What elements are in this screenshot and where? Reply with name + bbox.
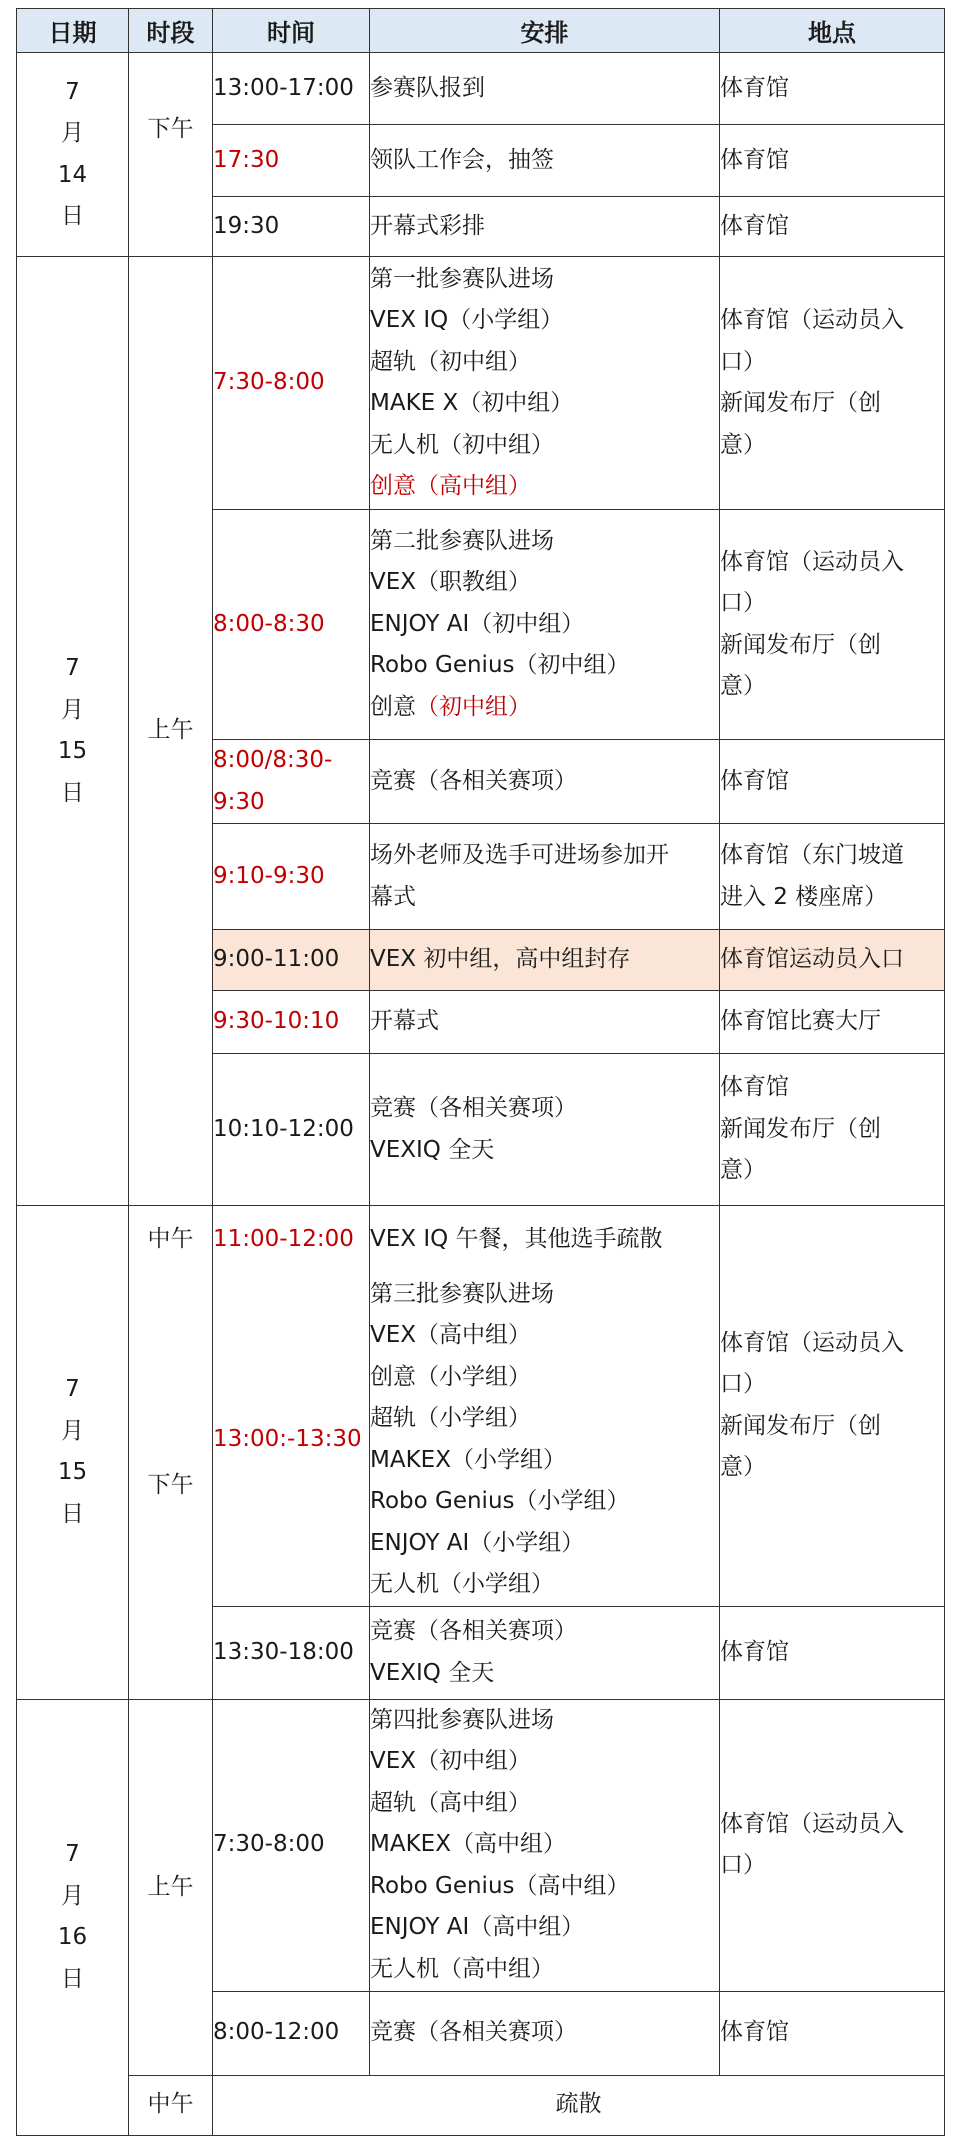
time-cell: 19:30 <box>213 197 370 257</box>
location-cell: 体育馆比赛大厅 <box>720 991 945 1054</box>
activity-cell: 竞赛（各相关赛项） <box>370 740 720 824</box>
activity-cell: 竞赛（各相关赛项） <box>370 1991 720 2075</box>
date-cell-day2-afternoon: 7 月 15 日 <box>17 1206 129 1700</box>
activity-cell: 开幕式彩排 <box>370 197 720 257</box>
segment-cell: 上午 <box>129 1699 213 2075</box>
date-cell-day2: 7 月 15 日 <box>17 257 129 1206</box>
time-cell: 17:30 <box>213 125 370 197</box>
date-cell-day1: 7 月 14 日 <box>17 53 129 257</box>
activity-cell: VEX IQ 午餐，其他选手疏散 <box>370 1206 720 1274</box>
location-cell: 体育馆 <box>720 1991 945 2075</box>
activity-cell: 参赛队报到 <box>370 53 720 125</box>
segment-cell: 中午 <box>129 2075 213 2135</box>
header-location: 地点 <box>720 9 945 53</box>
header-time: 时间 <box>213 9 370 53</box>
time-cell: 8:00/8:30- 9:30 <box>213 740 370 824</box>
activity-cell: 领队工作会，抽签 <box>370 125 720 197</box>
activity-cell: 第四批参赛队进场 VEX（初中组） 超轨（高中组） MAKEX（高中组） Robo Genius（高中组） ENJOY AI（高中组） 无人机（高中组） <box>370 1699 720 1991</box>
table-header-row <box>17 9 945 53</box>
location-cell: 体育馆（运动员入 口） 新闻发布厅（创 意） <box>720 1206 945 1607</box>
location-cell: 体育馆 <box>720 197 945 257</box>
location-cell: 体育馆（东门坡道 进入 2 楼座席） <box>720 824 945 930</box>
activity-cell: VEX 初中组，高中组封存 <box>370 930 720 991</box>
time-cell: 13:00:-13:30 <box>213 1274 370 1607</box>
activity-cell-merged: 疏散 <box>213 2075 945 2135</box>
segment-cell: 下午 <box>129 1274 213 1700</box>
header-arrangement: 安排 <box>370 9 720 53</box>
date-cell-day3: 7 月 16 日 <box>17 1699 129 2135</box>
segment-cell: 下午 <box>129 53 213 257</box>
activity-cell: 竞赛（各相关赛项） VEXIQ 全天 <box>370 1606 720 1699</box>
time-cell: 8:00-8:30 <box>213 510 370 740</box>
time-cell: 13:30-18:00 <box>213 1606 370 1699</box>
time-cell: 9:30-10:10 <box>213 991 370 1054</box>
header-date: 日期 <box>17 9 129 53</box>
time-cell: 13:00-17:00 <box>213 53 370 125</box>
location-cell: 体育馆 <box>720 740 945 824</box>
activity-cell: 场外老师及选手可进场参加开 幕式 <box>370 824 720 930</box>
time-cell: 8:00-12:00 <box>213 1991 370 2075</box>
header-segment: 时段 <box>129 9 213 53</box>
time-cell: 7:30-8:00 <box>213 1699 370 1991</box>
table-row <box>17 53 945 125</box>
location-cell: 体育馆（运动员入 口） <box>720 1699 945 1991</box>
activity-cell: 第二批参赛队进场 VEX（职教组） ENJOY AI（初中组） Robo Genius（初中组） 创意（初中组） <box>370 510 720 740</box>
activity-cell: 开幕式 <box>370 991 720 1054</box>
time-cell: 9:00-11:00 <box>213 930 370 991</box>
location-cell: 体育馆 <box>720 125 945 197</box>
location-cell: 体育馆 <box>720 53 945 125</box>
table-row <box>17 1206 945 1274</box>
time-cell: 9:10-9:30 <box>213 824 370 930</box>
activity-cell: 竞赛（各相关赛项） VEXIQ 全天 <box>370 1054 720 1206</box>
activity-cell: 第三批参赛队进场 VEX（高中组） 创意（小学组） 超轨（小学组） MAKEX（小学组） Robo Genius（小学组） ENJOY AI（小学组） 无人机（小学组） <box>370 1274 720 1607</box>
segment-cell: 中午 <box>129 1206 213 1274</box>
schedule-table <box>16 8 945 2136</box>
time-cell: 10:10-12:00 <box>213 1054 370 1206</box>
time-cell: 7:30-8:00 <box>213 257 370 510</box>
location-cell: 体育馆 新闻发布厅（创 意） <box>720 1054 945 1206</box>
location-cell: 体育馆 <box>720 1606 945 1699</box>
location-cell: 体育馆运动员入口 <box>720 930 945 991</box>
time-cell: 11:00-12:00 <box>213 1206 370 1274</box>
location-cell: 体育馆（运动员入 口） 新闻发布厅（创 意） <box>720 510 945 740</box>
table-row <box>17 1699 945 1991</box>
table-row <box>17 2075 945 2135</box>
location-cell: 体育馆（运动员入 口） 新闻发布厅（创 意） <box>720 257 945 510</box>
activity-cell: 第一批参赛队进场 VEX IQ（小学组） 超轨（初中组） MAKE X（初中组） 无人机（初中组） 创意（高中组） <box>370 257 720 510</box>
segment-cell: 上午 <box>129 257 213 1206</box>
table-row <box>17 257 945 510</box>
